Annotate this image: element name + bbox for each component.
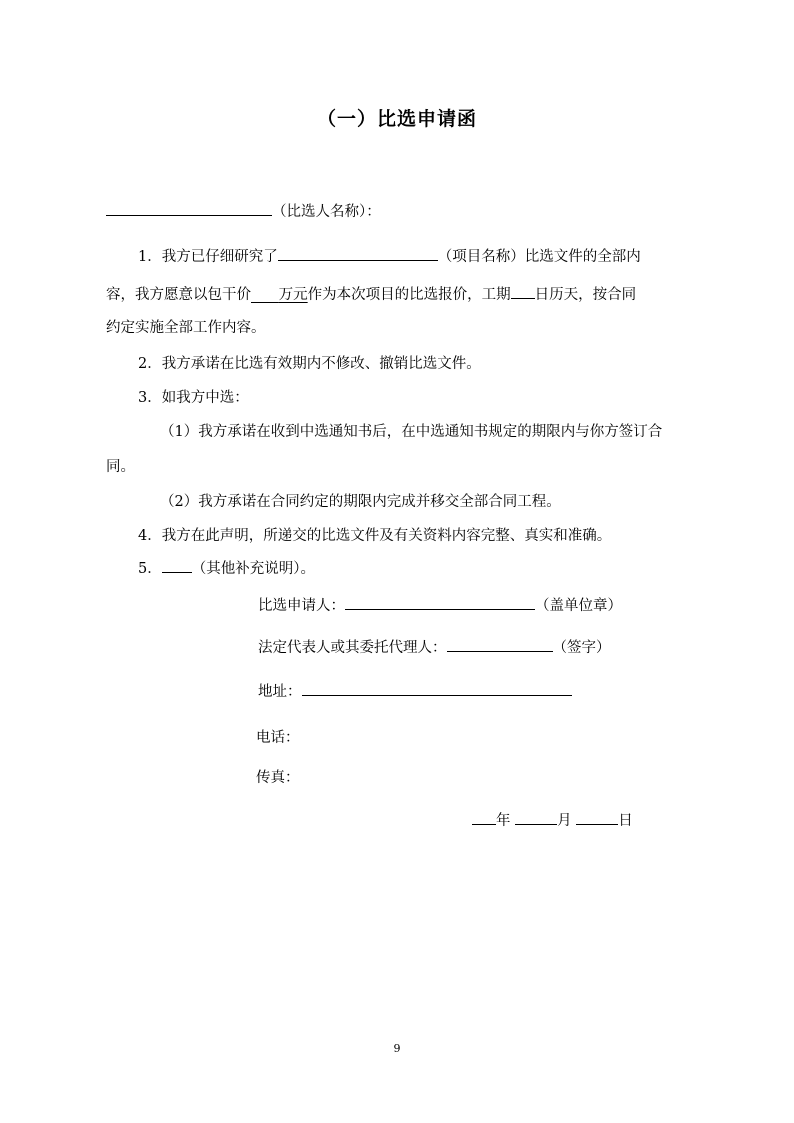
project-name-blank — [278, 259, 438, 261]
price-blank — [251, 287, 308, 303]
representative-blank — [447, 650, 553, 652]
clause-1-line-3: 约定实施全部工作内容。 — [106, 320, 266, 336]
page-title: （一）比选申请函 — [316, 108, 477, 130]
phone-line: 电话： — [256, 730, 300, 746]
applicant-label: 比选申请人： — [258, 598, 345, 614]
clause-3-2: （2）我方承诺在合同约定的期限内完成并移交全部合同工程。 — [160, 494, 561, 510]
fax-line: 传真： — [256, 770, 300, 786]
supplementary-blank — [162, 571, 192, 573]
month-label: 月 — [557, 813, 572, 829]
date-line — [472, 809, 633, 830]
representative-label: 法定代表人或其委托代理人： — [258, 640, 447, 656]
applicant-line — [258, 594, 622, 615]
addressee-line — [106, 200, 381, 221]
address-label: 地址： — [258, 684, 302, 700]
applicant-seal-note: （盖单位章） — [535, 598, 622, 614]
clause-1-price-prefix: 容，我方愿意以包干价 — [106, 287, 251, 303]
representative-sign-note: （签字） — [552, 640, 611, 656]
clause-5-prefix: 5． — [138, 561, 162, 577]
applicant-blank — [345, 608, 535, 610]
day-label: 日 — [618, 813, 633, 829]
clause-1-line-1 — [138, 245, 641, 266]
clause-5 — [138, 557, 315, 578]
clause-3-1-line-1: （1）我方承诺在收到中选通知书后，在中选通知书规定的期限内与你方签订合 — [160, 424, 663, 440]
representative-line — [258, 636, 611, 657]
address-line — [258, 680, 572, 701]
day-blank — [576, 823, 618, 825]
clause-1-suffix: （项目名称）比选文件的全部内 — [437, 249, 641, 265]
clause-1-middle: 作为本次项目的比选报价，工期 — [307, 287, 511, 303]
clause-1-prefix: 1．我方已仔细研究了 — [138, 249, 278, 265]
clause-1-duration-suffix: 日历天，按合同 — [534, 287, 637, 303]
clause-3: 3．如我方中选： — [138, 390, 249, 406]
clause-5-suffix: （其他补充说明）。 — [191, 561, 315, 577]
clause-4: 4．我方在此声明，所递交的比选文件及有关资料内容完整、真实和准确。 — [138, 528, 612, 544]
clause-1-line-2 — [106, 283, 636, 304]
addressee-blank — [106, 214, 272, 216]
address-blank — [302, 694, 572, 696]
price-unit: 万元 — [278, 287, 308, 303]
month-blank — [515, 823, 557, 825]
clause-2: 2．我方承诺在比选有效期内不修改、撤销比选文件。 — [138, 356, 481, 372]
duration-blank — [511, 297, 535, 299]
year-label: 年 — [496, 813, 511, 829]
year-blank — [472, 823, 496, 825]
addressee-suffix: （比选人名称）： — [272, 204, 381, 220]
page-number: 9 — [393, 1042, 401, 1055]
clause-3-1-line-2: 同。 — [106, 459, 135, 475]
